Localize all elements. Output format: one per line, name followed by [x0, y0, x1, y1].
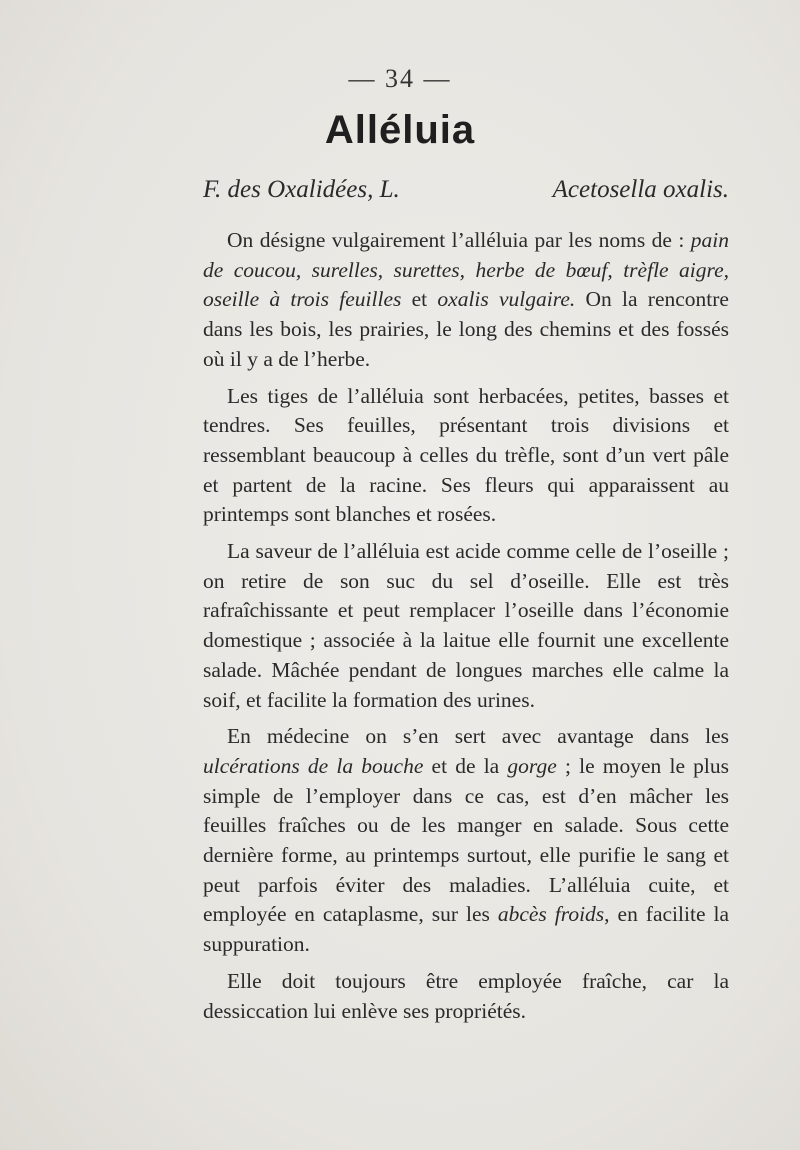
italic-text: pain de coucou, surelles, surettes, herbe de bœuf, trèfle aigre, oseille à trois feuilles [203, 228, 729, 312]
text-run: En médecine on s’en sert avec avantage dans les [227, 724, 729, 749]
latin-name: Acetosella oxalis. [552, 176, 729, 203]
paragraph [203, 226, 729, 375]
italic-text: oxalis vulgaire. [437, 287, 576, 312]
paragraph [203, 967, 729, 1026]
paragraph [203, 722, 729, 960]
text-run: et [401, 287, 438, 312]
plant-family: F. des Oxalidées, L. [203, 176, 400, 203]
italic-text: gorge [507, 753, 557, 778]
paragraph [203, 537, 729, 715]
italic-text: abcès froids [497, 902, 605, 927]
text-run: et de la [423, 753, 508, 778]
text-run: La saveur de l’alléluia est acide comme celle de l’oseille ; on retire de son suc du sel d’oseille. Elle est très rafraîchissante et peut remplacer l’oseille dans l’économie domestique ; associée à la laitue elle fournit une excellente salade. Mâchée pendant de longues marches elle calme la soif, et facilite la formation des urines. [203, 539, 729, 712]
text-run: Elle doit toujours être employée fraîche, car la dessiccation lui enlève ses propriétés. [203, 968, 729, 1023]
text-run: On la rencontre dans les bois, les prairies, le long des chemins et des fossés où il y a de l’herbe. [203, 287, 729, 371]
page-title: Alléluia [324, 108, 476, 152]
text-run: ; le moyen le plus simple de l’employer dans ce cas, est d’en mâcher les feuilles fraîches ou de les manger en salade. Sous cette dernière forme, au printemps surtout, elle purifie le sang et peut parfois éviter des maladies. L’alléluia cuite, et employée en cataplasme, sur les [203, 753, 730, 927]
body-text [203, 226, 729, 1033]
page-number: — 34 — [348, 64, 452, 93]
subhead [203, 176, 729, 208]
text-run: On désigne vulgairement l’alléluia par les noms de : [227, 228, 691, 252]
paragraph [203, 382, 729, 531]
text-run: , en facilite la suppuration. [203, 902, 729, 957]
text-run: Les tiges de l’alléluia sont herbacées, petites, basses et tendres. Ses feuilles, présentant trois divisions et ressemblant beaucoup à celles du trèfle, sont d’un vert pâle et partent de la racine. Ses fleurs qui apparaissent au printemps sont blanches et rosées. [203, 383, 729, 527]
italic-text: ulcérations de la bouche [203, 753, 424, 778]
